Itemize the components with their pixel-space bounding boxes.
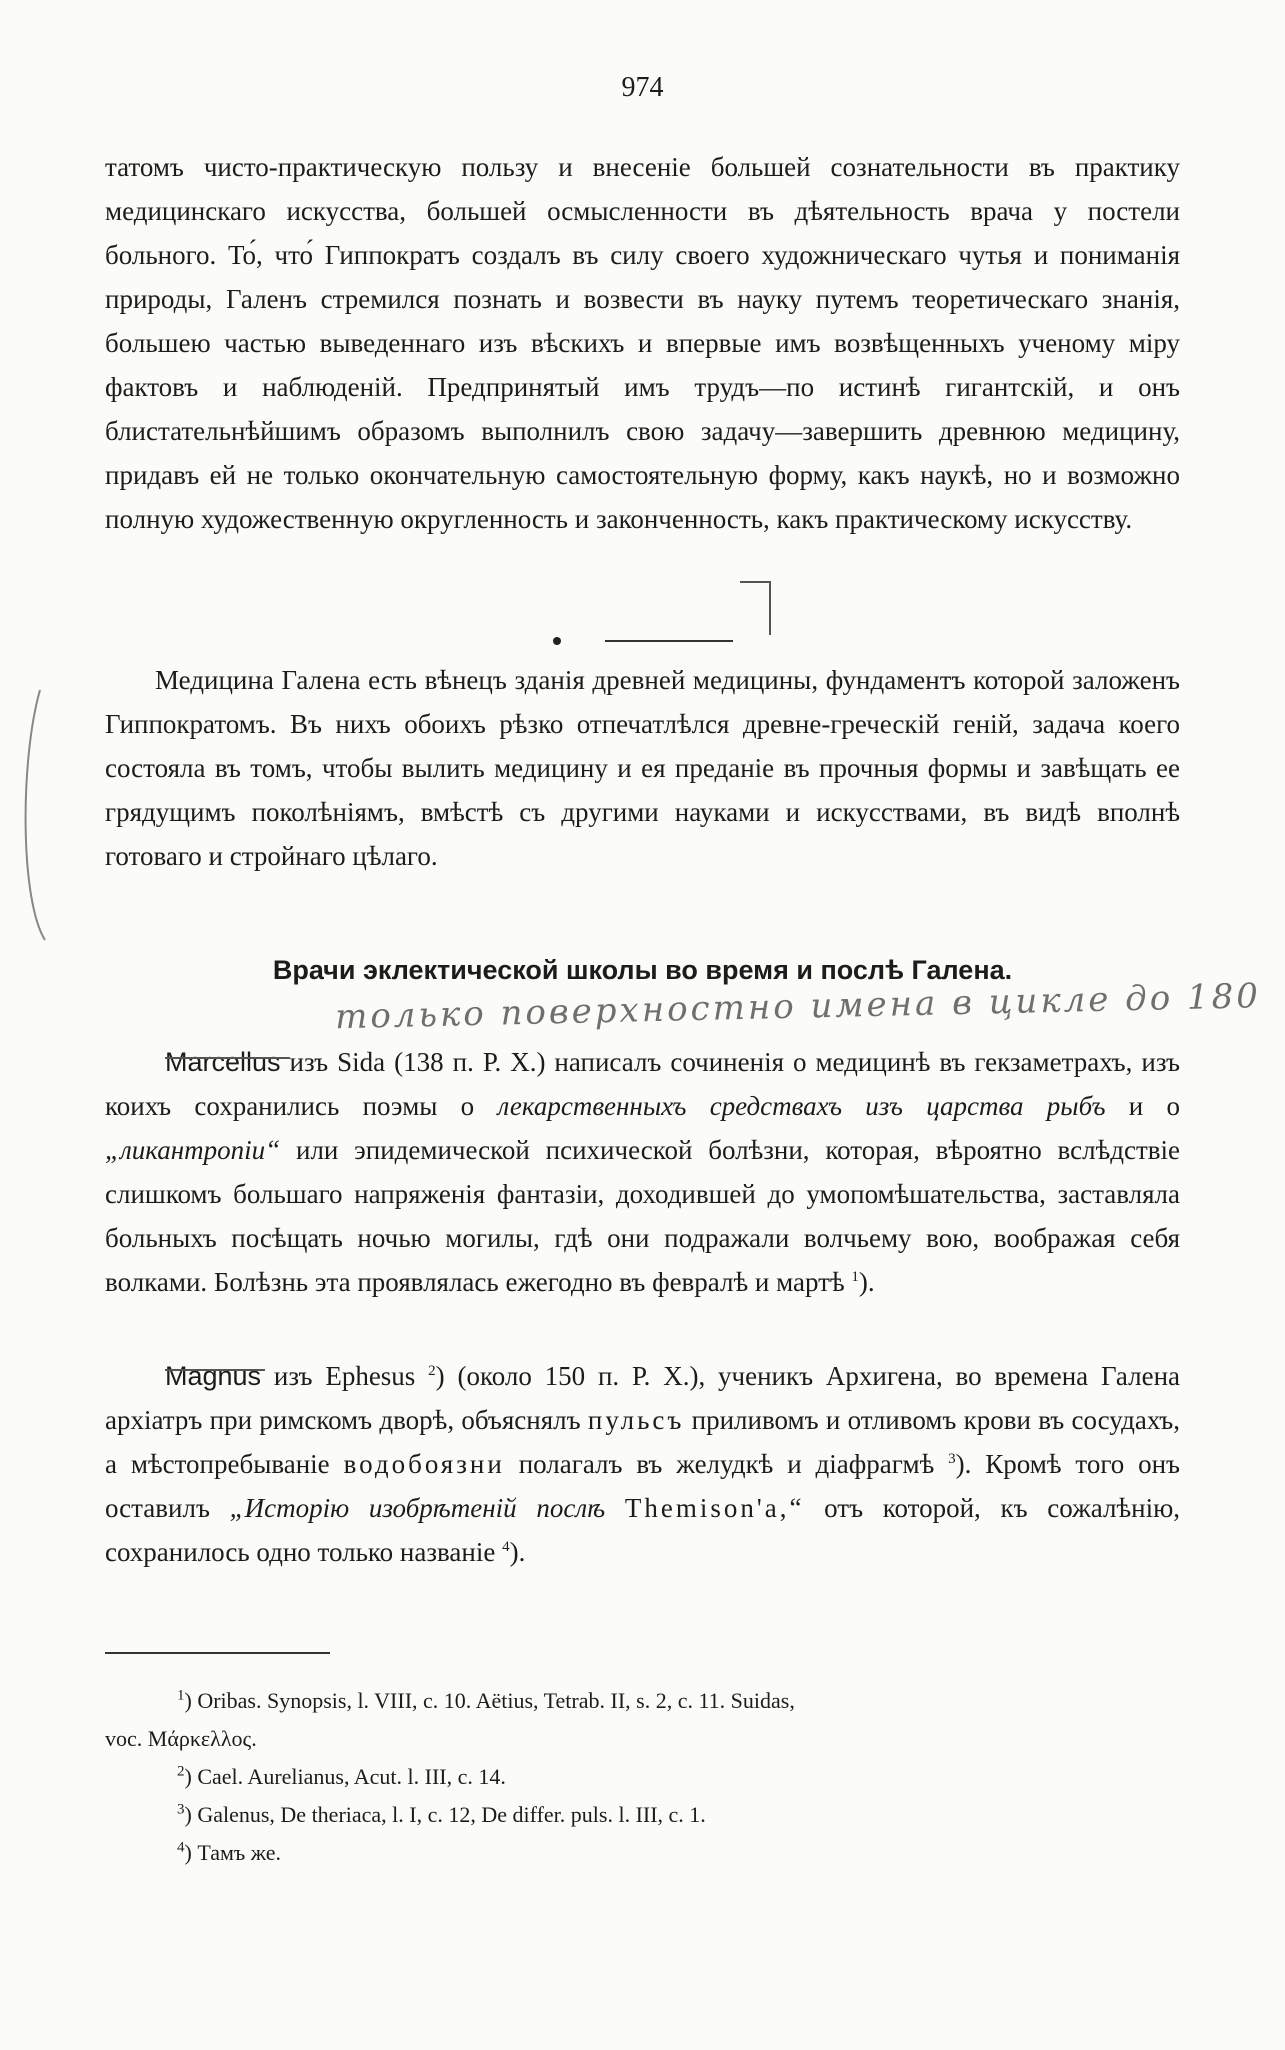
entry-name: Magnus [165, 1361, 262, 1391]
entry-italic-title: лекарственныхъ средствахъ изъ царства рыбъ [497, 1091, 1106, 1121]
margin-bracket-mark [26, 690, 45, 940]
footnote-1-continued: voc. Μάρκελλος. [105, 1726, 257, 1751]
entry-text: полагалъ въ желудкѣ и діафрагмѣ [518, 1449, 935, 1479]
paragraph-text: татомъ чисто-практическую пользу и внесеніе большей сознательности въ практику медицинскаго искусства, большей осмысленности въ дѣятельность врача у постели больного. То́, что́ Гиппократъ создалъ въ силу своего художническаго чутья и пониманія природы, Галенъ стремился познать и возвести въ науку путемъ теоретическаго знанія, большею частью выведеннаго изъ вѣскихъ и впервые имъ возвѣщенныхъ ученому міру фактовъ и наблюденій. Предпринятый имъ трудъ—по истинѣ гигантскій, и онъ блистательнѣйшимъ образомъ выполнилъ свою задачу—завершить древнюю медицину, придавъ ей не только окончательную самостоятельную форму, какъ наукѣ, но и возможно полную художественную округленность и законченность, какъ практическому искусству. [105, 152, 1180, 534]
entry-text: ) (около 150 п. Р. Х.), ученикъ Архигена, во времена Галена архіатръ при римскомъ дворѣ, объяснялъ [105, 1361, 1181, 1435]
entry-place: изъ Ephesus [273, 1361, 416, 1391]
entry-text: и о [1128, 1091, 1180, 1121]
entry-text: отъ которой, къ сожалѣнію, сохранилось одно только названіе [105, 1493, 1181, 1567]
entry-place: изъ Sida [289, 1047, 386, 1077]
footnote-ref[interactable]: 3 [948, 1451, 956, 1467]
handwritten-annotation: только поверхностно имена в цикле до 180 [334, 976, 1262, 1038]
entry-text: (138 п. Р. Х.) написалъ сочиненія о медицинѣ въ гекзаметрахъ, изъ коихъ сохранились поэмы о [105, 1047, 1180, 1121]
footnote-text: ) Galenus, De theriaca, l. I, c. 12, De differ. puls. l. III, c. 1. [184, 1802, 706, 1827]
entry-name: Marcellus [165, 1047, 281, 1077]
section-heading: Врачи эклектической школы во время и послѣ Галена. [272, 955, 1013, 985]
footnote-text: ) Cael. Aurelianus, Acut. l. III, c. 14. [184, 1764, 506, 1789]
footnote-text: ) Тамъ же. [184, 1840, 281, 1865]
entry-spaced-term: водобоязни [343, 1449, 505, 1479]
footnote-mark: 1 [177, 1687, 185, 1704]
entry-text: ). Кромѣ того онъ оставилъ [105, 1449, 1181, 1523]
entry-text: ). [858, 1267, 875, 1297]
footnote-mark: 3 [177, 1801, 185, 1818]
entry-text: или эпидемической психической болѣзни, которая, вѣроятно вслѣдствіе слишкомъ большаго напряженія фантазіи, доходившей до умопомѣшательства, заставляла больныхъ посѣщать ночью могилы, гдѣ они подражали волчьему вою, воображая себя волками. Болѣзнь эта проявлялась ежегодно въ февралѣ и мартѣ [105, 1135, 1181, 1297]
footnote-text: ) Oribas. Synopsis, l. VIII, c. 10. Aëtius, Tetrab. II, s. 2, c. 11. Suidas, [184, 1688, 795, 1713]
entry-spaced-term: пульсъ [587, 1405, 685, 1435]
paragraph-text: Медицина Галена есть вѣнецъ зданія древней медицины, фундаментъ которой заложенъ Гиппократомъ. Въ нихъ обоихъ рѣзко отпечатлѣлся древне-греческій геній, задача коего состояла въ томъ, чтобы вылить медицину и ея преданіе въ прочныя формы и завѣщать ее грядущимъ поколѣніямъ, вмѣстѣ съ другими науками и искусствами, въ видѣ вполнѣ готоваго и стройнаго цѣлаго. [105, 665, 1180, 871]
footnote-ref[interactable]: 2 [428, 1363, 436, 1379]
page-number: 974 [621, 72, 664, 103]
footnote-ref[interactable]: 4 [502, 1539, 510, 1555]
entry-text: ). [509, 1537, 526, 1567]
pencil-corner-mark [740, 582, 770, 635]
entry-text: приливомъ и отливомъ крови въ сосудахъ, а мѣстопребываніе [105, 1405, 1181, 1479]
entry-italic-title: „ликантропіи“ [105, 1135, 281, 1165]
footnote-ref[interactable]: 1 [851, 1269, 859, 1285]
entry-italic-title: „Исторію изобрѣтеній послѣ [229, 1493, 606, 1523]
footnote-mark: 2 [177, 1763, 185, 1780]
footnote-mark: 4 [177, 1839, 185, 1856]
entry-spaced-term: Themison'a,“ [624, 1493, 805, 1523]
